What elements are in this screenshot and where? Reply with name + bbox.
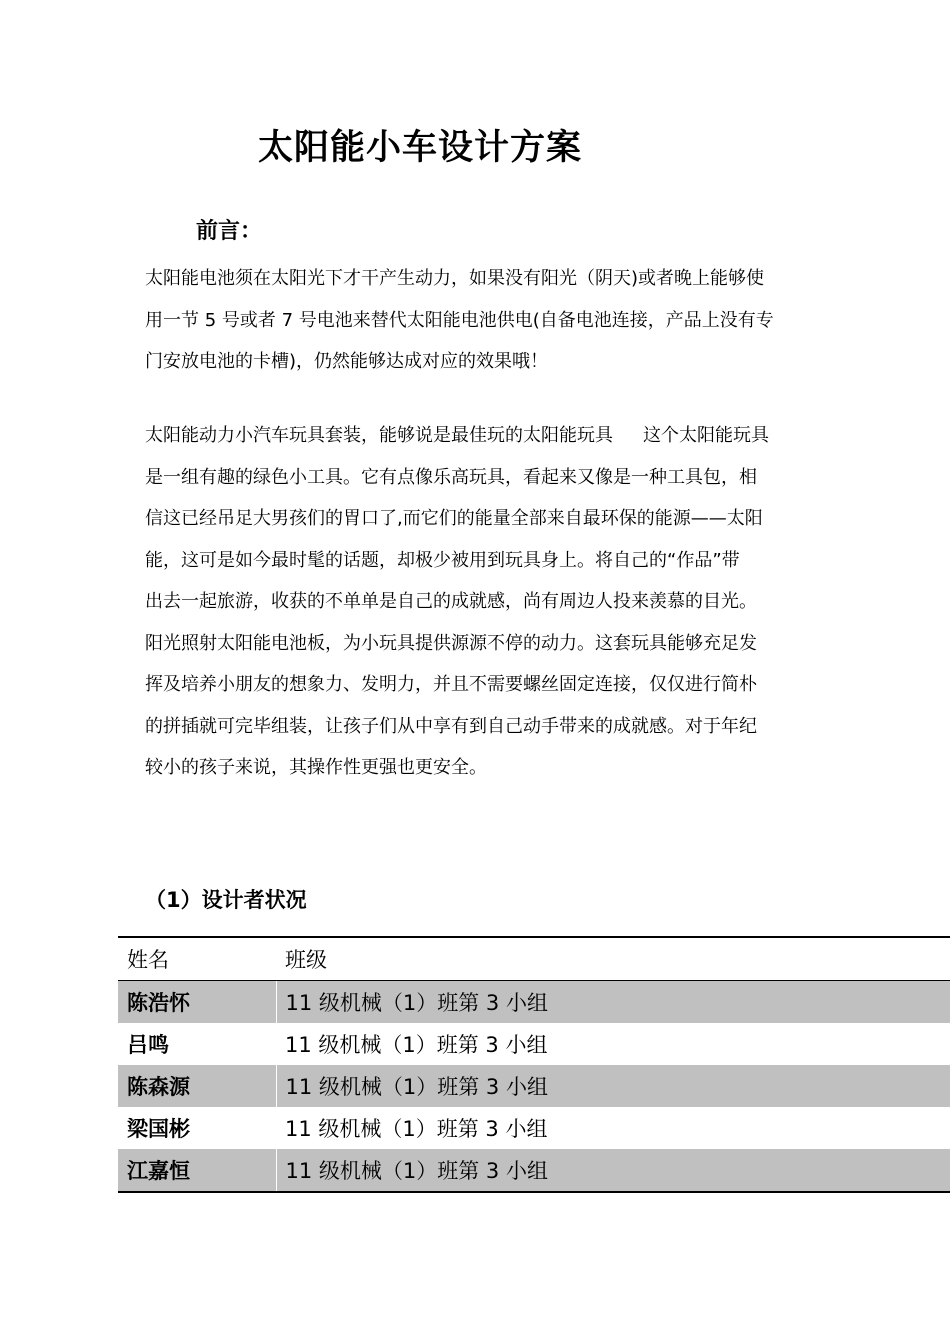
paragraph-line: 是一组有趣的绿色小工具。它有点像乐高玩具，看起来又像是一种工具包，相 <box>145 466 757 488</box>
member-class: 11 级机械（1）班第 3 小组 <box>276 1149 950 1192</box>
member-name: 吕鸣 <box>127 1033 169 1057</box>
preface-heading: 前言： <box>196 219 263 244</box>
paragraph-line: 门安放电池的卡槽)，仍然能够达成对应的效果哦！ <box>145 351 549 372</box>
paragraph-line: 挥及培养小朋友的想象力、发明力，并且不需要螺丝固定连接，仅仅进行简朴 <box>145 674 757 695</box>
table-row <box>118 1107 950 1149</box>
member-name: 陈森源 <box>118 1065 276 1107</box>
paragraph-line: 较小的孩子来说，其操作性更强也更安全。 <box>145 757 487 778</box>
paragraph-line-segment: 太阳能动力小汽车玩具套装，能够说是最佳玩的太阳能玩具 <box>145 425 613 446</box>
column-header-class: 班级 <box>276 937 950 981</box>
paragraph-line: 阳光照射太阳能电池板，为小玩具提供源源不停的动力。这套玩具能够充足发 <box>145 632 757 654</box>
table-row <box>118 1149 950 1192</box>
designer-table <box>118 936 950 1193</box>
section-heading-designers: （1）设计者状况 <box>145 888 307 912</box>
document-title: 太阳能小车设计方案 <box>258 128 583 168</box>
member-class: 11 级机械（1）班第 3 小组 <box>276 981 950 1024</box>
column-header-name: 姓名 <box>118 937 276 981</box>
paragraph-line: 的拼插就可完毕组装，让孩子们从中享有到自己动手带来的成就感。对于年纪 <box>145 715 757 737</box>
table-row <box>118 981 950 1024</box>
paragraph-line: 能，这可是如今最时髦的话题，却极少被用到玩具身上。将自己的“作品”带 <box>145 549 740 571</box>
member-class: 11 级机械（1）班第 3 小组 <box>285 1117 548 1141</box>
member-class: 11 级机械（1）班第 3 小组 <box>285 1033 548 1057</box>
paragraph-line-segment: 这个太阳能玩具 <box>643 425 769 446</box>
paragraph-line: 出去一起旅游，收获的不单单是自己的成就感，尚有周边人投来羡慕的目光。 <box>145 591 757 612</box>
member-name: 陈浩怀 <box>118 981 276 1024</box>
member-name: 梁国彬 <box>127 1117 190 1141</box>
paragraph-battery-note <box>145 258 810 383</box>
table-row <box>118 1065 950 1107</box>
paragraph-toy-description <box>145 415 810 789</box>
table-row <box>118 1023 950 1065</box>
table-header-row <box>118 937 950 981</box>
paragraph-line <box>145 415 810 457</box>
member-class: 11 级机械（1）班第 3 小组 <box>276 1065 950 1107</box>
paragraph-line: 太阳能电池须在太阳光下才干产生动力，如果没有阳光（阴天)或者晚上能够使 <box>145 268 765 289</box>
paragraph-line: 信这已经吊足大男孩们的胃口了,而它们的能量全部来自最环保的能源——太阳 <box>145 508 763 529</box>
member-name: 江嘉恒 <box>118 1149 276 1192</box>
paragraph-line: 用一节 5 号或者 7 号电池来替代太阳能电池供电(自备电池连接，产品上没有专 <box>145 309 774 331</box>
